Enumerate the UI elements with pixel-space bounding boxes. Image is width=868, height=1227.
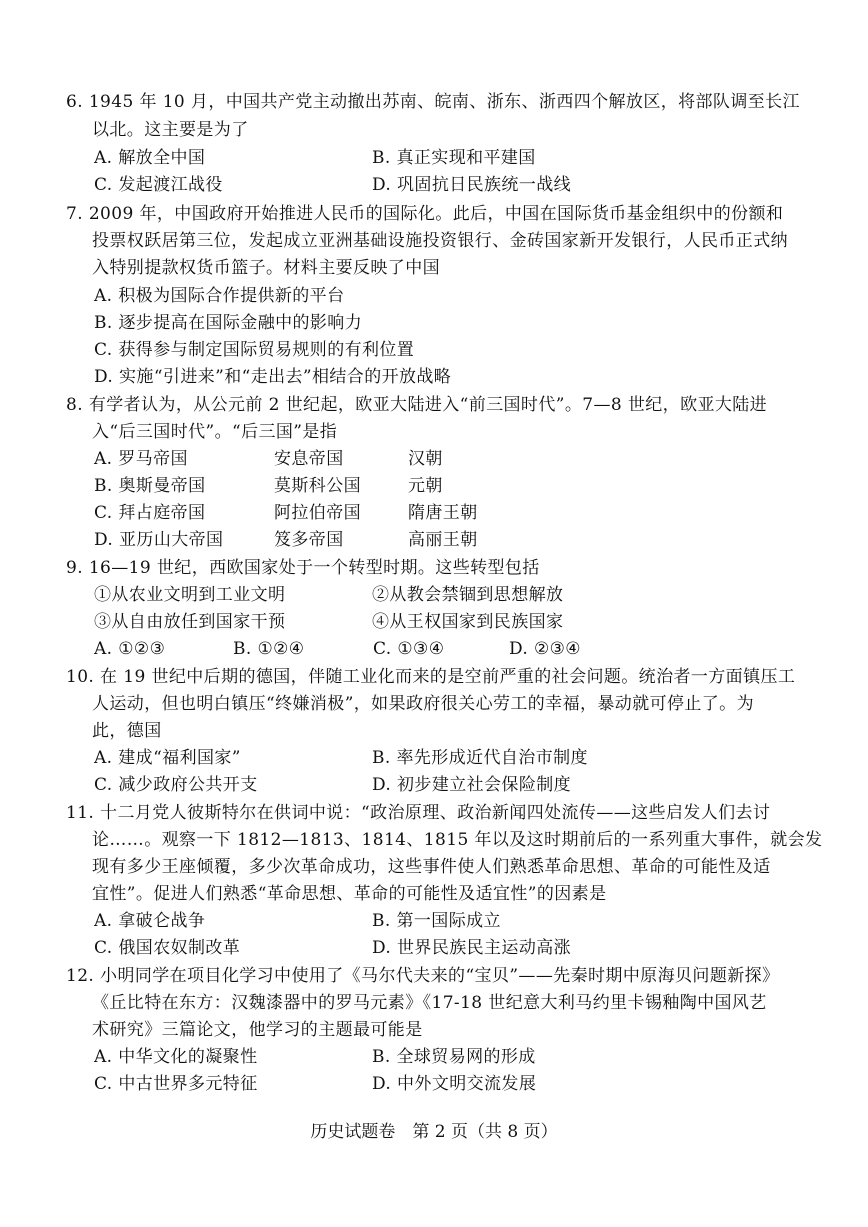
question-10-stem-line-2: 人运动，但也明白镇压“终嫌消极”，如果政府很关心劳工的幸福，暴动就可停止了。为 (92, 694, 754, 714)
question-9-option-b: B. ①②④ (233, 639, 305, 659)
question-11-option-c: C. 俄国农奴制改革 (94, 938, 241, 958)
question-8-option-d-col-3: 高丽王朝 (408, 530, 478, 550)
question-12-stem-line-1: 12. 小明同学在项目化学习中使用了《马尔代夫来的“宝贝”——先秦时期中原海贝问题新探》 (66, 966, 780, 986)
question-10-stem-line-3: 此，德国 (92, 721, 162, 741)
question-6-option-d: D. 巩固抗日民族统一战线 (372, 175, 572, 195)
question-8-stem-line-1: 8. 有学者认为，从公元前 2 世纪起，欧亚大陆进入“前三国时代”。7—8 世纪，欧亚大陆进 (66, 395, 768, 415)
question-9-item-4: ④从王权国家到民族国家 (372, 612, 564, 632)
question-10-option-c: C. 减少政府公共开支 (94, 775, 258, 795)
question-7-stem-line-2: 投票权跃居第三位，发起成立亚洲基础设施投资银行、金砖国家新开发银行，人民币正式纳 (92, 231, 788, 251)
question-12-option-d: D. 中外文明交流发展 (372, 1074, 537, 1094)
question-8-stem-line-2: 入“后三国时代”。“后三国”是指 (92, 422, 338, 442)
question-7-stem-line-3: 入特别提款权货币篮子。材料主要反映了中国 (92, 258, 440, 278)
question-8-option-a-col-1: A. 罗马帝国 (94, 449, 188, 469)
question-10-option-a: A. 建成“福利国家” (94, 748, 241, 768)
page-footer: 历史试题卷 第 2 页（共 8 页） (310, 1122, 558, 1142)
question-9-option-c: C. ①③④ (373, 639, 445, 659)
question-12-option-c: C. 中古世界多元特征 (94, 1074, 258, 1094)
question-11-option-b: B. 第一国际成立 (372, 911, 501, 931)
question-8-option-a-col-2: 安息帝国 (274, 449, 344, 469)
question-6-option-b: B. 真正实现和平建国 (372, 148, 536, 168)
question-8-option-d-col-1: D. 亚历山大帝国 (94, 530, 224, 550)
question-11-stem-line-4: 宜性”。促进人们熟悉“革命思想、革命的可能性及适宜性”的因素是 (92, 884, 607, 904)
question-10-stem-line-1: 10. 在 19 世纪中后期的德国，伴随工业化而来的是空前严重的社会问题。统治者一方面镇压工 (66, 667, 796, 687)
question-10-option-d: D. 初步建立社会保险制度 (372, 775, 572, 795)
question-9-item-3: ③从自由放任到国家干预 (94, 612, 286, 632)
question-6-stem-line-1: 6. 1945 年 10 月，中国共产党主动撤出苏南、皖南、浙东、浙西四个解放区，将部队调至长江 (66, 92, 800, 112)
question-7-stem-line-1: 7. 2009 年，中国政府开始推进人民币的国际化。此后，中国在国际货币基金组织中的份额和 (66, 204, 784, 224)
question-12-stem-line-3: 术研究》三篇论文，他学习的主题最可能是 (92, 1020, 423, 1040)
question-9-item-1: ①从农业文明到工业文明 (94, 585, 286, 605)
question-8-option-a-col-3: 汉朝 (408, 449, 443, 469)
question-9-option-a: A. ①②③ (94, 639, 166, 659)
question-11-stem-line-1: 11. 十二月党人彼斯特尔在供词中说：“政治原理、政治新闻四处流传——这些启发人们去讨 (66, 803, 771, 823)
question-10-option-b: B. 率先形成近代自治市制度 (372, 748, 588, 768)
question-9-option-d: D. ②③④ (509, 639, 581, 659)
question-11-stem-line-3: 现有多少王座倾覆，多少次革命成功，这些事件使人们熟悉革命思想、革命的可能性及适 (92, 857, 771, 877)
question-8-option-c-col-1: C. 拜占庭帝国 (94, 503, 206, 523)
question-7-option-d: D. 实施“引进来”和“走出去”相结合的开放战略 (94, 367, 452, 387)
question-8-option-b-col-1: B. 奥斯曼帝国 (94, 476, 206, 496)
question-8-option-b-col-2: 莫斯科公国 (274, 476, 361, 496)
question-11-stem-line-2: 论……。观察一下 1812—1813、1814、1815 年以及这时期前后的一系列重大事件，就会发 (92, 830, 823, 850)
question-6-option-a: A. 解放全中国 (94, 148, 206, 168)
question-6-option-c: C. 发起渡江战役 (94, 175, 223, 195)
question-8-option-d-col-2: 笈多帝国 (274, 530, 344, 550)
question-9-stem-line-1: 9. 16—19 世纪，西欧国家处于一个转型时期。这些转型包括 (66, 558, 540, 578)
question-7-option-a: A. 积极为国际合作提供新的平台 (94, 286, 345, 306)
question-11-option-a: A. 拿破仑战争 (94, 911, 206, 931)
question-8-option-c-col-3: 隋唐王朝 (408, 503, 478, 523)
question-8-option-b-col-3: 元朝 (408, 476, 443, 496)
question-12-option-b: B. 全球贸易网的形成 (372, 1047, 536, 1067)
question-12-stem-line-2: 《丘比特在东方：汉魏漆器中的罗马元素》《17-18 世纪意大利马约里卡锡釉陶中国风艺 (92, 993, 767, 1013)
question-7-option-b: B. 逐步提高在国际金融中的影响力 (94, 313, 363, 333)
question-11-option-d: D. 世界民族民主运动高涨 (372, 938, 572, 958)
question-9-item-2: ②从教会禁锢到思想解放 (372, 585, 564, 605)
question-6-stem-line-2: 以北。这主要是为了 (92, 120, 249, 140)
question-7-option-c: C. 获得参与制定国际贸易规则的有利位置 (94, 340, 415, 360)
question-8-option-c-col-2: 阿拉伯帝国 (274, 503, 361, 523)
question-12-option-a: A. 中华文化的凝聚性 (94, 1047, 258, 1067)
